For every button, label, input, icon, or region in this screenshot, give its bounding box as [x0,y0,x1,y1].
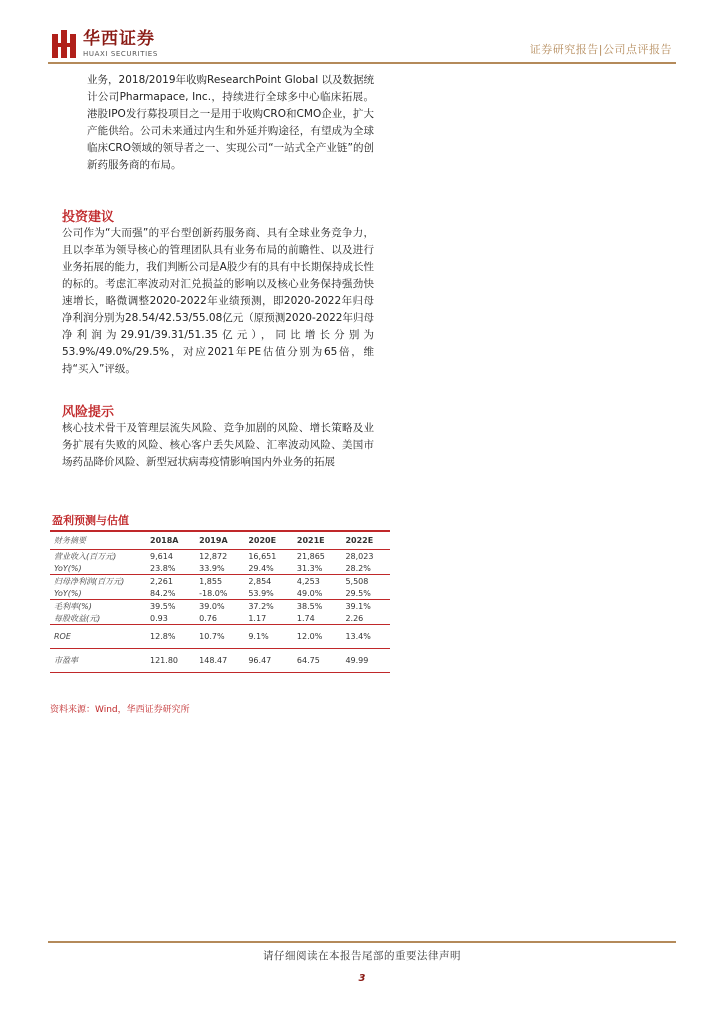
table-cell: 37.2% [248,601,274,611]
legal-notice: 请仔细阅读在本报告尾部的重要法律声明 [263,950,461,962]
brand [83,29,158,59]
table-cell: 84.2% [146,587,195,600]
financial-table [50,532,390,673]
table-cell: 9,614 [150,551,173,561]
table-cell: 39.5% [150,601,176,611]
investment-text: 公司作为“大而强”的平台型创新药服务商、具有全球业务竞争力，且以李革为领导核心的管理团队具有业务布局的前瞻性、以及进行业务拓展的能力，我们判断公司是A股少有的具有中长期保持成长性的标的。考虑汇率波动对汇兑损益的影响以及核心业务保持强劲快速增长，略微调整2020-2022年业绩预测，即2020-2022年归母净利润分别为28.54/42.53/55.08亿元（原预测2020-2022年归母净利润为29.91/39.31/51.35亿元），同比增长分别为53.9%/49.0%/29.5%，对应2021年PE估值分别为65倍，维持“买入”评级。 [62,227,374,375]
investment-title: 投资建议 [62,210,115,225]
table-cell: 64.75 [293,649,342,673]
table-cell: 1.74 [293,612,342,625]
table-cell: 49.99 [341,649,390,673]
table-cell: 28,023 [345,551,374,561]
column-header: 2022E [341,532,390,550]
table-cell: 0.76 [195,612,244,625]
table-cell: 12.8% [146,625,195,649]
table-cell: 1.17 [244,612,293,625]
table-cell: 39.0% [199,601,225,611]
table-row [50,600,390,613]
row-label: 每股收益(元) [50,612,146,625]
table-cell: 0.93 [146,612,195,625]
brand-name-cn: 华西证券 [83,29,155,49]
table-cell: 31.3% [293,562,342,575]
row-label: 归母净利润(百万元) [54,576,125,586]
table-cell: 29.5% [341,587,390,600]
table-cell: 4,253 [296,576,320,586]
table-cell: 13.4% [341,625,390,649]
table-cell: 38.5% [296,601,323,611]
table-row [50,612,390,625]
table-cell: 9.1% [244,625,293,649]
investment-section [62,225,374,378]
table-cell: 53.9% [244,587,293,600]
table-source: 资料来源：Wind，华西证券研究所 [50,705,190,715]
report-type: 证券研究报告|公司点评报告 [529,43,672,56]
table-row [50,562,390,575]
column-header: 2019A [195,532,244,550]
table-cell: -18.0% [195,587,244,600]
table-cell: 2.26 [341,612,390,625]
table-row [50,649,390,673]
table-row [50,575,390,588]
table-cell: 39.1% [345,601,371,611]
header-divider [48,62,676,64]
intro-paragraph [87,72,374,174]
table-cell: 23.8% [146,562,195,575]
table-cell: 1,855 [199,576,223,586]
table-cell: 28.2% [341,562,390,575]
table-cell: 12,872 [199,551,228,561]
table-cell: 49.0% [293,587,342,600]
row-label: 营业收入(百万元) [54,551,117,561]
table-row [50,625,390,649]
table-cell: 2,261 [150,576,173,586]
intro-text: 业务，2018/2019年收购ResearchPoint Global 以及数据统计公司Pharmapace, Inc.，持续进行全球多中心临床拓展。港股IPO发行募投项目之一是用于收购CRO和CMO企业，扩大产能供给。公司未来通过内生和外延并购途径，有望成为全球临床CRO领域的领导者之一、实现公司“一站式全产业链”的创新药服务商的布局。 [87,74,374,171]
table-cell: 12.0% [293,625,342,649]
row-label: ROE [50,625,146,649]
table-cell: 5,508 [345,576,369,586]
column-header: 2020E [244,532,293,550]
brand-name-en: HUAXI SECURITIES [83,50,158,58]
row-label: 市盈率 [50,649,146,673]
table-title: 盈利预测与估值 [52,514,129,527]
huaxi-logo-icon [52,30,76,58]
risk-title: 风险提示 [62,405,115,420]
risk-text: 核心技术骨干及管理层流失风险、竞争加剧的风险、增长策略及业务扩展有失败的风险、核心客户丢失风险、汇率波动风险、美国市场药品降价风险、新型冠状病毒疫情影响国内外业务的拓展 [62,422,374,468]
table-cell: 148.47 [195,649,244,673]
page-header [0,0,724,64]
column-header-label: 财务摘要 [50,532,146,550]
row-label: YoY(%) [50,587,146,600]
column-header: 2021E [293,532,342,550]
row-label: 毛利率(%) [54,601,92,611]
row-label: YoY(%) [50,562,146,575]
table-cell: 96.47 [244,649,293,673]
risk-section [62,420,374,471]
table-row [50,550,390,563]
table-cell: 29.4% [244,562,293,575]
table-cell: 21,865 [296,551,325,561]
column-header: 2018A [146,532,195,550]
table-cell: 16,651 [248,551,277,561]
page-number: 3 [358,973,366,984]
table-cell: 121.80 [146,649,195,673]
table-cell: 10.7% [195,625,244,649]
table-cell: 33.9% [195,562,244,575]
table-cell: 2,854 [248,576,272,586]
table-header-row [50,532,390,550]
footer-divider [48,941,676,943]
table-row [50,587,390,600]
